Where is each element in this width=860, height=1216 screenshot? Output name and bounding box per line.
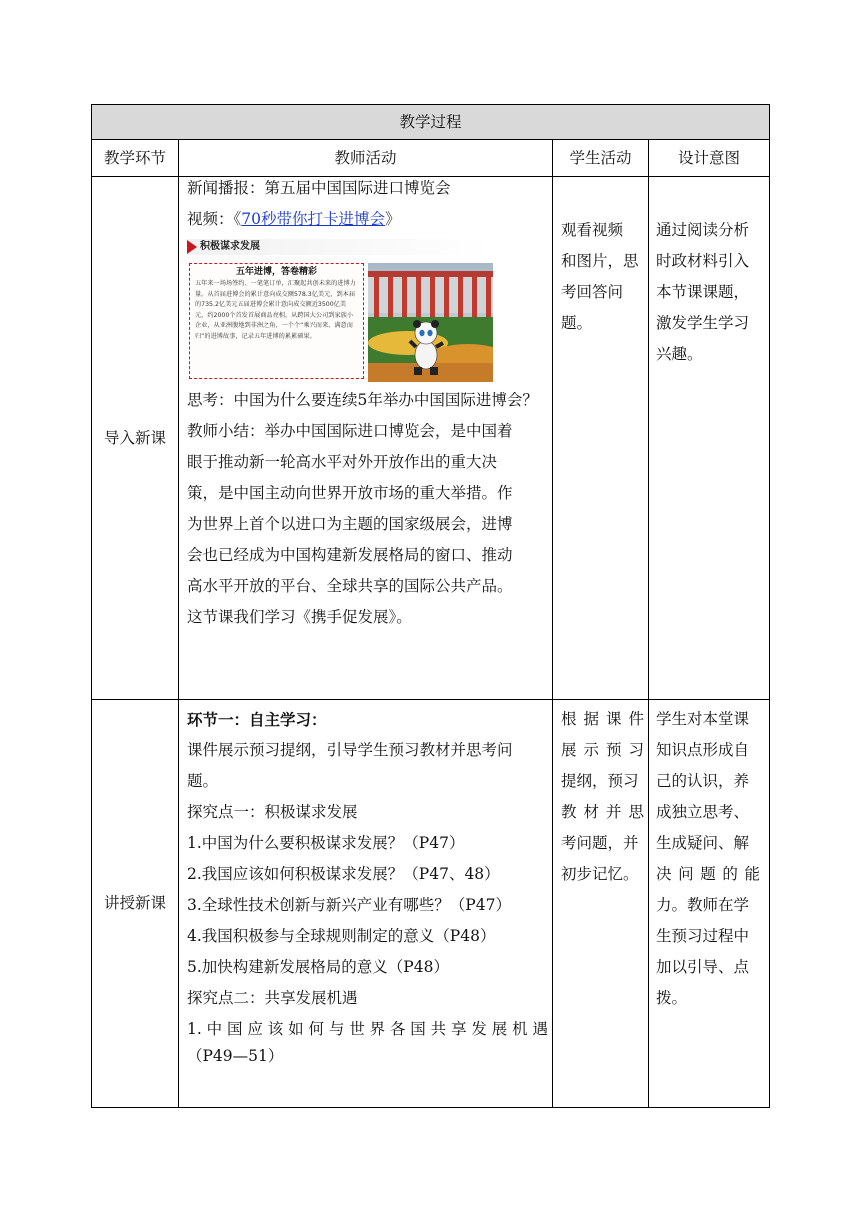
header-design-intent: 设计意图 — [649, 140, 770, 177]
intent-line: 决问题的能 — [656, 865, 760, 883]
intent-line: 激发学生学习 — [656, 314, 750, 332]
expo-photo — [368, 263, 493, 382]
content-line: 探究点一：积极谋求发展 — [187, 803, 358, 821]
intent-line: 成独立思考、 — [656, 803, 750, 821]
table-title: 教学过程 — [92, 105, 770, 140]
intent-line: 时政材料引入 — [656, 252, 750, 270]
intent-line: 生成疑问、解 — [656, 834, 750, 852]
content-line: 课件展示预习提纲，引导学生预习教材并思考问 — [187, 741, 513, 759]
video-suffix: 》 — [385, 210, 401, 228]
content-line: 2.我国应该如何积极谋求发展？（P47、48） — [187, 865, 500, 883]
intent-line: 学生对本堂课 — [656, 710, 750, 728]
student-line: 教材并思 — [561, 803, 644, 821]
table-row — [92, 700, 770, 1108]
student-activity-cell — [553, 700, 649, 1108]
summary-line: 为世界上首个以进口为主题的国家级展会，进博 — [187, 515, 513, 533]
content-line: （P49—51） — [187, 1047, 284, 1065]
header-student-activity: 学生活动 — [553, 140, 649, 177]
student-line: 考回答问 — [561, 283, 624, 301]
image-box-text: 五年来一场场签约、一笔笔订单，汇聚起共创未来的进博力量。从首届进博会的累计意向成交额578.3亿美元，到本届的735.2亿美元五届进博会累计意向成交额近3500亿美元，约2000个首发首展商品亮相，从跨国大公司到家族小企业，从亚洲腹地到非洲之角，一个个“乘兴而来、满意而归”的进博故事，记录五年进博的累累硕果。 — [195, 280, 356, 340]
student-activity-cell — [553, 177, 649, 700]
summary-line: 这节课我们学习《携手促发展》。 — [187, 608, 412, 626]
stage-cell: 导入新课 — [92, 177, 179, 700]
design-intent-cell — [649, 700, 770, 1108]
content-line: 3.全球性技术创新与新兴产业有哪些？（P47） — [187, 896, 511, 914]
arrow-icon — [187, 240, 197, 254]
content-line: 题。 — [187, 772, 219, 790]
student-line: 题。 — [561, 314, 593, 332]
news-broadcast: 新闻播报：第五届中国国际进口博览会 — [187, 179, 451, 197]
summary-line: 会也已经成为中国构建新发展格局的窗口、推动 — [187, 546, 513, 564]
intent-line: 兴趣。 — [656, 345, 703, 363]
summary-line: 高水平开放的平台、全球共享的国际公共产品。 — [187, 577, 513, 595]
content-line: 1.中国为什么要积极谋求发展？（P47） — [187, 834, 465, 852]
header-teacher-activity: 教师活动 — [179, 140, 553, 177]
intent-line: 己的认识，养 — [656, 772, 750, 790]
teacher-activity-cell — [179, 700, 553, 1108]
video-link[interactable]: 70秒带你打卡进博会 — [241, 210, 385, 228]
content-line: 1.中国应该如何与世界各国共享发展机遇 — [187, 1020, 548, 1038]
design-intent-cell — [649, 177, 770, 700]
summary-line: 策，是中国主动向世界开放市场的重大举措。作 — [187, 484, 513, 502]
student-line: 提纲，预习 — [561, 772, 639, 790]
intent-line: 力。教师在学 — [656, 896, 750, 914]
image-tag-text: 积极谋求发展 — [200, 241, 260, 252]
image-box-title: 五年进博，答卷精彩 — [235, 267, 317, 277]
summary-line: 眼于推动新一轮高水平对外开放作出的重大决 — [187, 453, 498, 471]
intent-line: 知识点形成自 — [656, 741, 750, 759]
student-line: 考问题，并 — [561, 834, 639, 852]
student-line: 根据课件 — [561, 710, 644, 728]
table-row — [92, 177, 770, 700]
image-text-box — [189, 263, 364, 379]
content-line: 探究点二：共享发展机遇 — [187, 989, 358, 1007]
section-heading: 环节一：自主学习： — [187, 710, 327, 729]
think-question-1: 思考：中国为什么要连续5年举办中国国际进博会？ — [187, 391, 538, 409]
intent-line: 通过阅读分析 — [656, 221, 750, 239]
content-line: 4.我国积极参与全球规则制定的意义（P48） — [187, 927, 496, 945]
student-line: 观看视频 — [561, 221, 624, 239]
student-line: 初步记忆。 — [561, 865, 639, 883]
student-line: 和图片，思 — [561, 252, 639, 270]
header-stage: 教学环节 — [92, 140, 179, 177]
intent-line: 加以引导、点 — [656, 958, 750, 976]
video-line — [187, 204, 548, 235]
stage-cell: 讲授新课 — [92, 700, 179, 1108]
news-image — [187, 239, 493, 382]
image-tag — [187, 239, 493, 255]
teaching-process-table — [91, 104, 770, 1108]
content-line: 5.加快构建新发展格局的意义（P48） — [187, 958, 449, 976]
intent-line: 生预习过程中 — [656, 927, 750, 945]
student-line: 展示预习 — [561, 741, 644, 759]
intent-line: 本节课课题， — [656, 283, 750, 301]
teacher-activity-cell — [179, 177, 553, 700]
video-prefix: 视频：《 — [187, 210, 242, 228]
summary-line: 教师小结：举办中国国际进口博览会，是中国着 — [187, 422, 513, 440]
intent-line: 拨。 — [656, 989, 688, 1007]
